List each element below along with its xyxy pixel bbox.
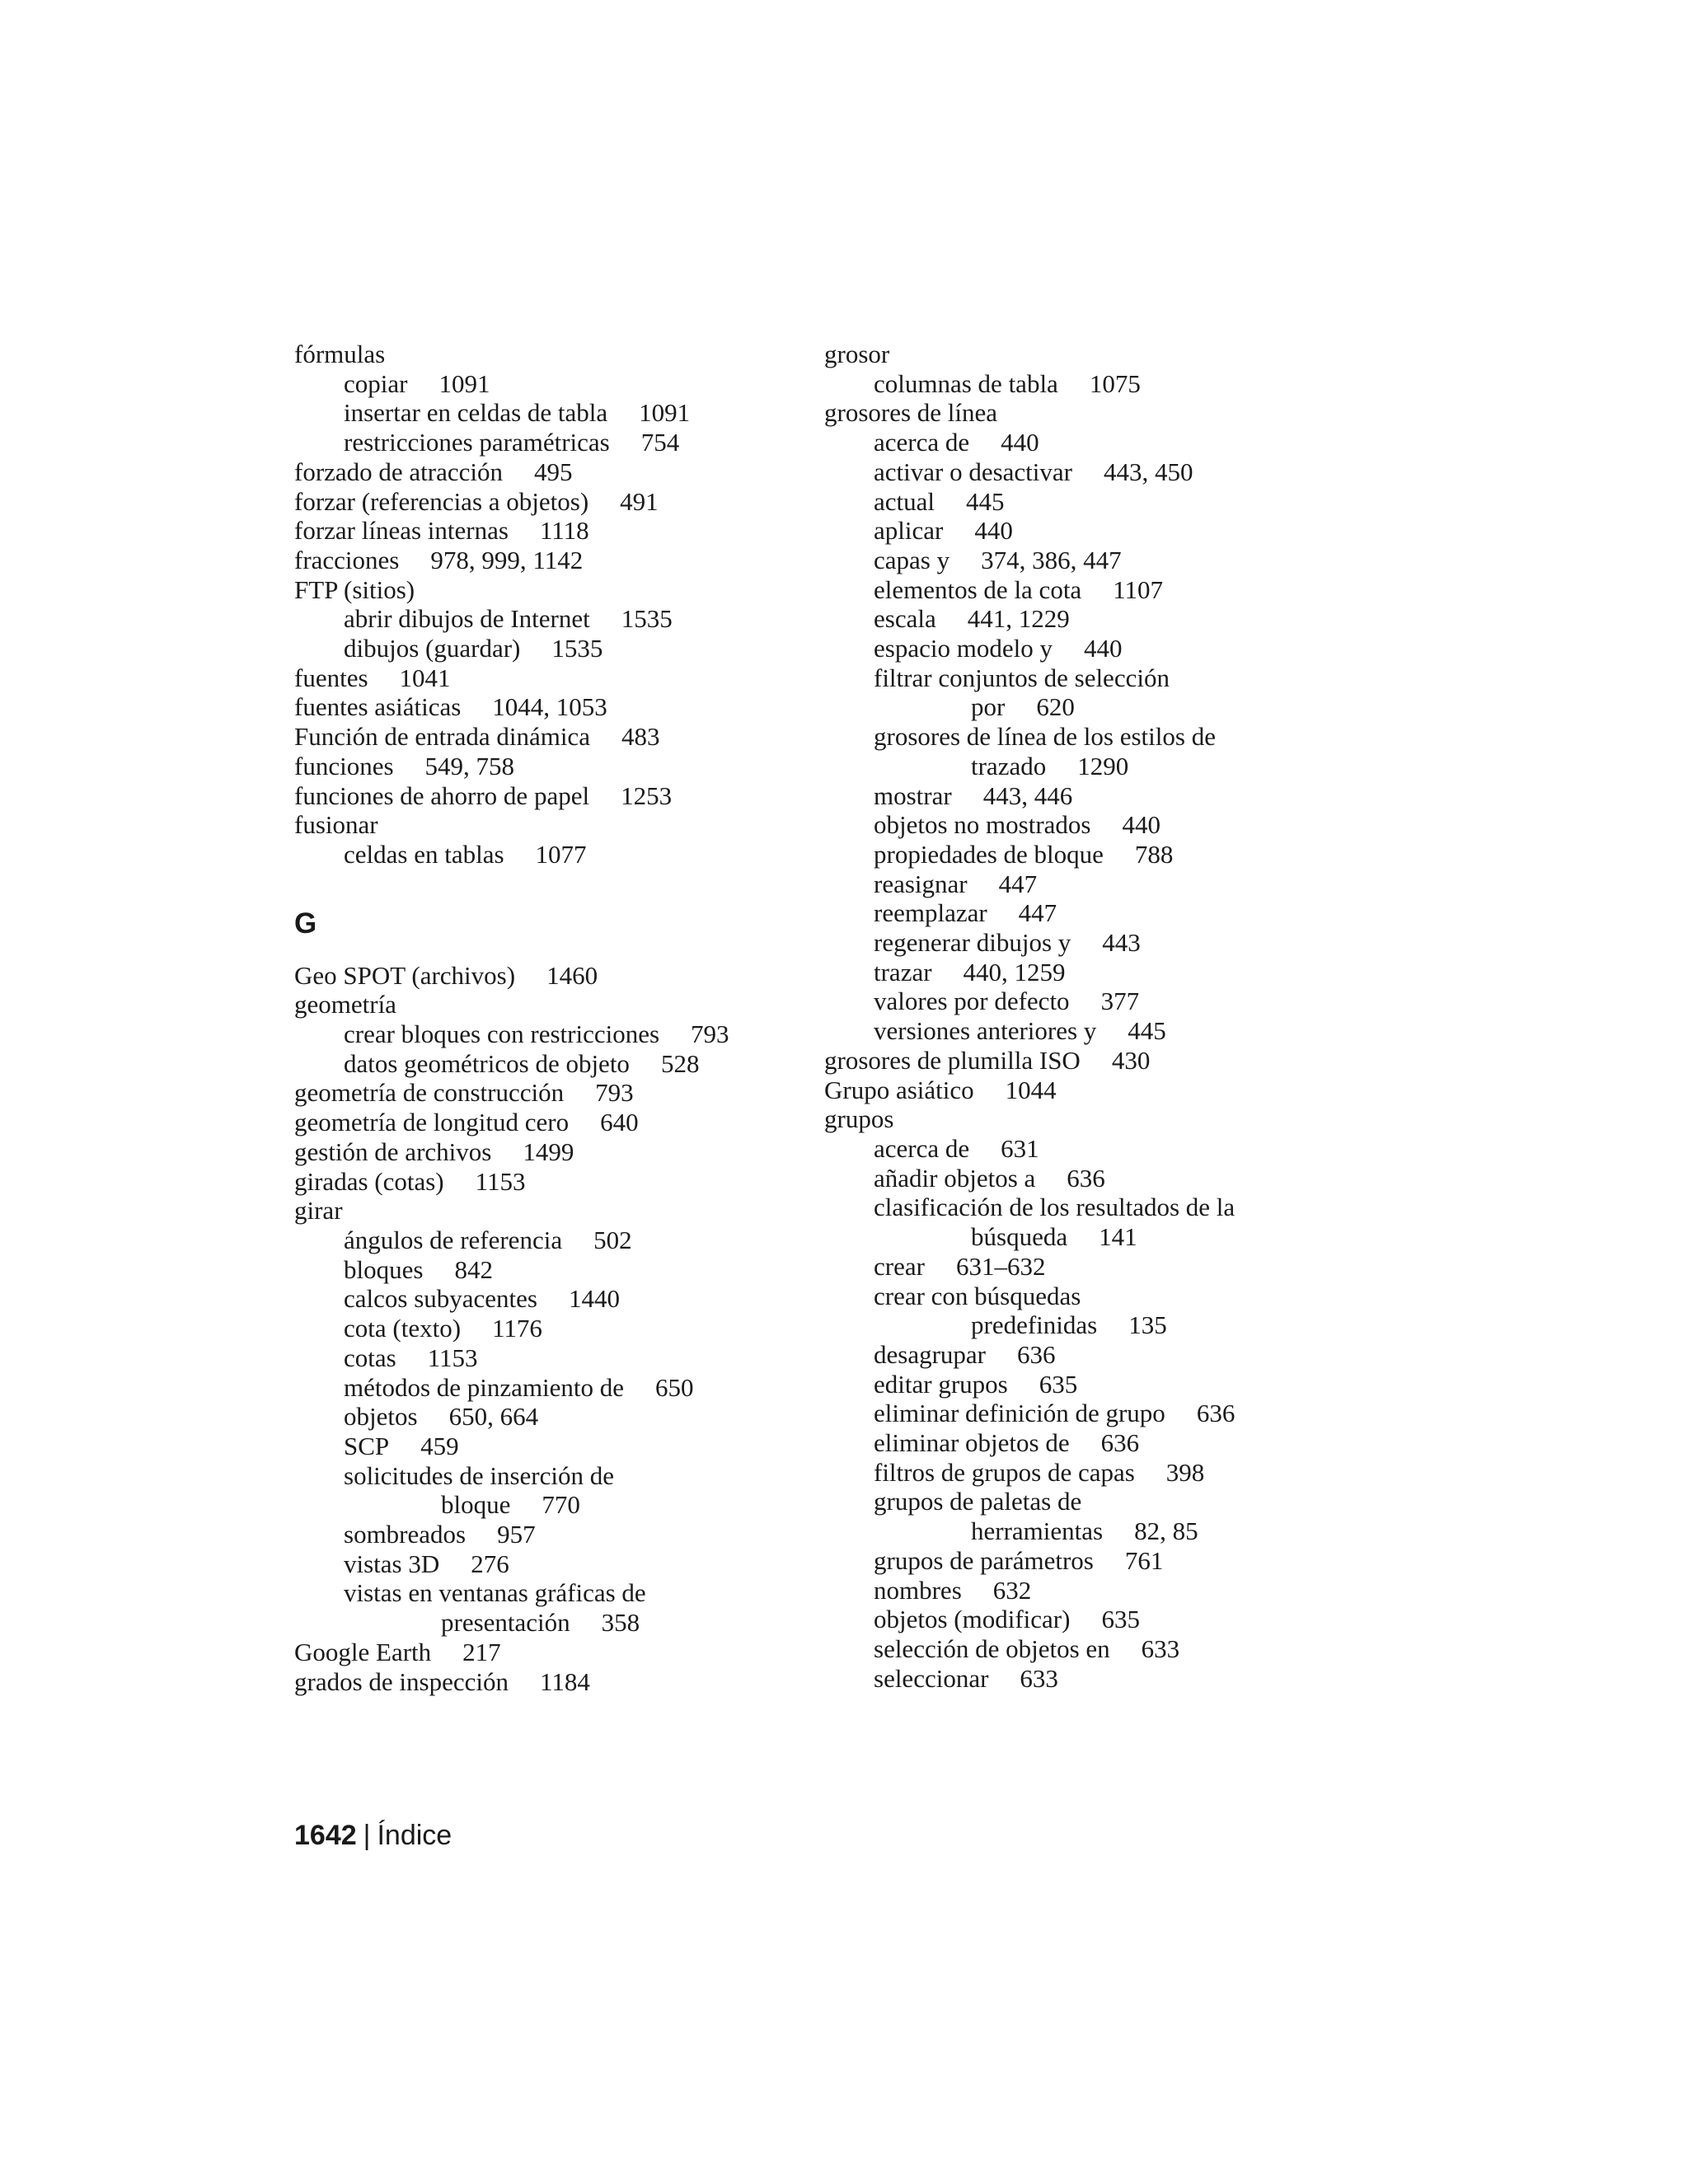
index-term: acerca de [874,1133,970,1163]
index-term: insertar en celdas de tabla [344,398,608,428]
index-term: valores por defecto [874,987,1070,1016]
index-page-ref: 1460 [546,960,598,990]
index-term: trazado [971,751,1047,780]
index-page-ref: 631 [1001,1133,1039,1163]
index-term: fuentes [294,663,368,692]
index-entry [824,752,1352,781]
index-entry [294,1578,789,1608]
index-term: grupos [824,1104,894,1134]
index-page-ref: 1290 [1077,751,1129,780]
index-page-ref: 650 [655,1372,694,1402]
index-entry [824,1222,1352,1252]
index-page-ref: 440 [974,516,1013,546]
index-term: celdas en tablas [344,839,504,869]
index-page-ref: 1107 [1113,574,1164,604]
index-term: espacio modelo y [874,634,1053,663]
index-page-ref: 443, 450 [1103,457,1193,486]
index-entry [294,457,789,487]
index-entry [294,781,789,811]
index-entry [824,1193,1352,1222]
index-term: predefinidas [971,1310,1098,1340]
index-page-ref: 636 [1100,1428,1140,1458]
index-entry [294,575,789,605]
index-term: solicitudes de inserción de [344,1460,614,1490]
index-term: Geo SPOT (archivos) [294,960,516,990]
index-page-ref: 440 [1122,810,1160,840]
index-column-right [824,340,1352,1693]
index-entry [824,1076,1352,1105]
index-page-ref: 445 [966,486,1005,516]
index-term: herramientas [971,1516,1104,1546]
index-entry [294,1432,789,1461]
index-term: regenerar dibujos y [874,928,1071,958]
index-term: vistas en ventanas gráficas de [344,1578,646,1608]
index-page-ref: 636 [1196,1399,1236,1428]
index-page-ref: 1440 [568,1284,620,1314]
index-term: activar o desactivar [874,457,1072,486]
index-entry [824,1252,1352,1282]
index-term: SCP [344,1431,390,1460]
index-term: presentación [441,1608,570,1638]
index-page-ref: 754 [640,428,680,457]
page-number: 1642 [294,1820,357,1851]
index-page-ref: 1535 [621,604,673,634]
index-entry [824,604,1352,634]
index-entry [294,1343,789,1373]
index-entry [294,487,789,517]
index-page-ref: 1077 [535,839,587,869]
index-term: gestión de archivos [294,1137,492,1166]
index-entry [824,987,1352,1016]
index-entry [824,1516,1352,1546]
index-entry [824,634,1352,663]
index-page-ref: 440 [1083,634,1123,663]
index-term: cota (texto) [344,1314,462,1343]
index-entry [824,898,1352,928]
index-entry [824,1134,1352,1164]
index-term: forzar líneas internas [294,516,509,546]
index-term: Grupo asiático [824,1075,974,1104]
index-page-ref: 793 [595,1078,634,1108]
index-term: Google Earth [294,1637,432,1666]
index-page-ref: 441, 1229 [967,604,1070,634]
index-entry [824,1605,1352,1634]
index-entry [824,369,1352,399]
index-term: calcos subyacentes [344,1284,537,1314]
index-term: selección de objetos en [874,1633,1110,1663]
index-entry [294,516,789,546]
index-entry [294,692,789,722]
index-page-ref: 640 [600,1108,639,1137]
index-term: sombreados [344,1520,467,1549]
index-page-ref: 82, 85 [1134,1516,1198,1546]
index-entry [294,428,789,457]
index-term: crear con búsquedas [874,1281,1081,1310]
index-entry [294,840,789,869]
index-page-ref: 1253 [621,780,673,810]
index-term: crear bloques con restricciones [344,1019,660,1049]
index-term: fracciones [294,545,400,574]
index-page-ref: 842 [454,1254,493,1284]
index-term: seleccionar [874,1663,989,1693]
index-term: elementos de la cota [874,574,1082,604]
index-term: Función de entrada dinámica [294,722,590,752]
index-term: forzar (referencias a objetos) [294,486,589,516]
index-page-ref: 374, 386, 447 [981,545,1122,574]
index-entry [824,1576,1352,1605]
index-entry [824,663,1352,693]
index-entry [294,990,789,1019]
index-entry [294,1137,789,1167]
index-page-ref: 1044, 1053 [492,692,607,722]
index-term: filtrar conjuntos de selección [874,663,1170,692]
index-page-ref: 957 [497,1520,536,1549]
index-entry [294,663,789,693]
index-entry [824,1634,1352,1664]
index-page-ref: 632 [992,1575,1032,1605]
index-page-ref: 978, 999, 1142 [430,545,584,574]
index-term: objetos no mostrados [874,810,1091,840]
index-term: actual [874,486,935,516]
index-entry [294,1373,789,1403]
index-term: geometría [294,990,396,1019]
index-term: acerca de [874,428,970,457]
index-term: búsqueda [971,1222,1068,1252]
index-term: FTP (sitios) [294,574,415,604]
index-page-ref: 1044 [1005,1075,1057,1104]
index-column-left [294,340,789,1696]
index-page-ref: 358 [601,1608,640,1638]
index-term: aplicar [874,516,944,546]
index-page-ref: 631–632 [955,1251,1046,1281]
index-page-ref: 1091 [639,398,691,428]
index-term: versiones anteriores y [874,1016,1097,1046]
index-term: copiar [344,368,408,398]
index-entry [824,869,1352,899]
index-page-ref: 443, 446 [982,780,1073,810]
index-entry [824,398,1352,428]
index-entry [294,546,789,575]
index-entry [824,1399,1352,1428]
index-page-ref: 788 [1134,839,1174,869]
index-term: bloques [344,1254,424,1284]
index-term: bloque [441,1490,511,1520]
index-page-ref: 633 [1141,1633,1180,1663]
index-page-ref: 491 [620,486,659,516]
index-entry [294,752,789,781]
index-term: crear [874,1251,925,1281]
index-page-ref: 495 [534,457,573,486]
index-term: objetos (modificar) [874,1605,1071,1634]
index-term: grosores de línea de los estilos de [874,722,1216,752]
index-term: geometría de construcción [294,1078,565,1108]
index-term: girar [294,1196,343,1226]
index-page-ref: 633 [1020,1663,1058,1693]
index-page-ref: 377 [1100,987,1140,1016]
index-term: grosores de línea [824,398,998,428]
index-term: fórmulas [294,340,386,368]
index-entry [294,1638,789,1667]
index-term: grosor [824,340,890,368]
index-entry [294,810,789,840]
index-section-heading [294,907,789,940]
index-page-ref: 549, 758 [424,751,515,780]
index-entry [824,781,1352,811]
index-entry [294,1078,789,1108]
index-term: vistas 3D [344,1549,440,1578]
index-term: dibujos (guardar) [344,634,521,663]
index-entry [824,1458,1352,1488]
index-page-ref: 636 [1017,1339,1056,1369]
index-entry [294,1108,789,1137]
index-term: fusionar [294,810,378,840]
index-entry [824,1546,1352,1576]
index-entry [824,575,1352,605]
index-page-ref: 1153 [475,1166,526,1196]
index-page-ref: 1118 [539,516,589,546]
index-term: ángulos de referencia [344,1225,563,1254]
index-entry [824,428,1352,457]
index-entry [824,487,1352,517]
index-entry [294,1019,789,1049]
index-entry [294,722,789,752]
index-page-ref: 793 [691,1019,729,1049]
index-term: objetos [344,1402,418,1432]
index-entry [824,1016,1352,1046]
index-entry [824,1664,1352,1694]
index-entry [824,692,1352,722]
index-page-ref: 1041 [399,663,451,692]
index-term: mostrar [874,780,952,810]
index-term: eliminar definición de grupo [874,1399,1165,1428]
index-term: forzado de atracción [294,457,504,486]
index-entry [824,1340,1352,1370]
index-page-ref: 447 [1018,898,1057,928]
index-term: eliminar objetos de [874,1428,1070,1458]
index-page-ref: 440 [1001,428,1039,457]
index-entry [824,810,1352,840]
index-entry [294,604,789,634]
index-entry [824,1104,1352,1134]
index-term: editar grupos [874,1369,1008,1399]
index-term: giradas (cotas) [294,1166,444,1196]
index-page-ref: 1176 [492,1314,542,1343]
index-entry [294,634,789,663]
index-term: G [294,907,317,940]
index-term: desagrupar [874,1339,986,1369]
index-entry [294,1608,789,1638]
index-entry [824,1282,1352,1311]
index-term: columnas de tabla [874,368,1058,398]
index-page-ref: 650, 664 [448,1402,539,1432]
index-page-ref: 528 [660,1048,700,1078]
index-term: clasificación de los resultados de la [874,1193,1236,1222]
index-page-ref: 635 [1039,1369,1078,1399]
index-term: geometría de longitud cero [294,1108,570,1137]
index-term: reemplazar [874,898,987,928]
index-term: trazar [874,957,932,987]
index-term: reasignar [874,869,968,898]
index-term: funciones de ahorro de papel [294,780,590,810]
index-entry [294,1196,789,1226]
index-entry [294,340,789,369]
page-footer [294,1820,452,1852]
index-entry [294,398,789,428]
index-page-ref: 1075 [1089,368,1141,398]
index-page-ref: 135 [1128,1310,1167,1340]
index-page-ref: 443 [1102,928,1141,958]
index-entry [824,546,1352,575]
index-page-ref: 636 [1067,1163,1105,1193]
index-entry [294,1520,789,1549]
index-entry [294,1490,789,1520]
index-term: nombres [874,1575,962,1605]
index-entry [824,928,1352,958]
index-term: capas y [874,545,950,574]
index-page-ref: 770 [542,1490,580,1520]
index-entry [294,961,789,991]
index-page-ref: 1153 [427,1343,478,1372]
index-page-ref: 217 [462,1637,501,1666]
index-page-ref: 276 [471,1549,509,1578]
index-page-ref: 1535 [551,634,603,663]
index-term: datos geométricos de objeto [344,1048,630,1078]
index-page-ref: 440, 1259 [963,957,1066,987]
index-entry [824,1370,1352,1399]
index-page-ref: 398 [1165,1457,1205,1487]
index-entry [294,1226,789,1255]
index-term: abrir dibujos de Internet [344,604,590,634]
index-term: grupos de parámetros [874,1545,1094,1575]
index-term: filtros de grupos de capas [874,1457,1135,1487]
index-entry [294,369,789,399]
index-term: grados de inspección [294,1666,509,1696]
footer-separator: | [363,1820,371,1851]
index-page-ref: 1499 [523,1137,574,1166]
index-entry [824,516,1352,546]
index-entry [824,1046,1352,1076]
index-term: métodos de pinzamiento de [344,1372,625,1402]
index-entry [294,1167,789,1197]
index-term: propiedades de bloque [874,839,1104,869]
index-entry [294,1314,789,1343]
index-page-ref: 502 [593,1225,632,1254]
index-page-ref: 761 [1124,1545,1164,1575]
index-page-ref: 430 [1111,1045,1151,1075]
index-entry [294,1284,789,1314]
index-page-ref: 445 [1128,1016,1166,1046]
index-term: grupos de paletas de [874,1487,1082,1516]
index-entry [824,1487,1352,1516]
index-entry [294,1049,789,1079]
index-page-ref: 635 [1101,1605,1140,1634]
index-entry [824,840,1352,869]
index-term: funciones [294,751,394,780]
index-entry [294,1461,789,1491]
index-entry [294,1255,789,1285]
index-term: fuentes asiáticas [294,692,462,722]
index-entry [824,1164,1352,1193]
index-page-ref: 1184 [539,1666,590,1696]
index-entry [824,958,1352,987]
index-page-ref: 1091 [438,368,490,398]
index-page-ref: 483 [621,722,660,752]
index-term: grosores de plumilla ISO [824,1045,1081,1075]
index-page-ref: 141 [1099,1222,1137,1252]
index-entry [824,340,1352,369]
index-entry [294,1667,789,1697]
index-page-ref: 459 [420,1431,459,1460]
index-entry [294,1549,789,1579]
index-entry [824,722,1352,752]
index-term: escala [874,604,936,634]
index-term: restricciones paramétricas [344,428,610,457]
index-term: cotas [344,1343,396,1372]
index-entry [824,1310,1352,1340]
index-term: por [971,692,1006,722]
index-term: añadir objetos a [874,1163,1036,1193]
index-page-ref: 447 [998,869,1038,898]
index-entry [824,457,1352,487]
index-page-ref: 620 [1036,692,1075,722]
index-entry [294,1402,789,1432]
footer-section-title: Índice [377,1820,452,1851]
index-entry [824,1428,1352,1458]
